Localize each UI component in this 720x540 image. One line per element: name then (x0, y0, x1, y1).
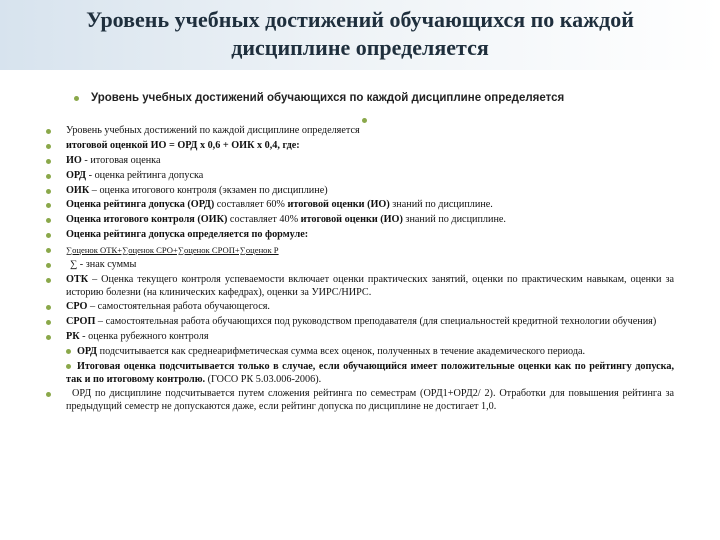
bullet-icon (74, 96, 79, 101)
bullet-icon (46, 144, 51, 149)
list-item: СРОП – самостоятельная работа обучающихся под руководством преподавателя (для специальностей кредитной технологии обучения) (44, 316, 674, 329)
subtitle-row (74, 92, 564, 104)
bullet-icon (46, 305, 51, 310)
bullet-icon (46, 218, 51, 223)
list-item: ∑ - знак суммы (44, 259, 674, 272)
list-item: ИО - итоговая оценка (44, 155, 674, 168)
list-item: ОИК – оценка итогового контроля (экзамен по дисциплине) (44, 185, 674, 198)
bullet-icon (46, 129, 51, 134)
bullet-icon (46, 335, 51, 340)
content-list (44, 125, 674, 416)
list-item: Оценка рейтинга допуска (ОРД) составляет 60% итоговой оценки (ИО) знаний по дисциплине. (44, 199, 674, 212)
list-item: Уровень учебных достижений по каждой дисциплине определяется (44, 125, 674, 138)
bullet-icon (46, 233, 51, 238)
bullet-icon (66, 364, 71, 369)
list-item: Итоговая оценка подсчитывается только в случае, если обучающийся имеет положительные оценки как по рейтингу допуска, так и по итоговому контролю. (ГОСО РК 5.03.006-2006). (66, 360, 674, 385)
page-title: Уровень учебных достижений обучающихся по каждой дисциплине определяется (86, 7, 634, 60)
list-item: РК - оценка рубежного контроля (44, 331, 674, 344)
list-item: итоговой оценкой ИО = ОРД х 0,6 + ОИК х 0,4, где: (44, 140, 674, 153)
list-item: Оценка рейтинга допуска определяется по формуле: (44, 229, 674, 242)
bullet-icon (46, 278, 51, 283)
list-item: ОРД подсчитывается как среднеарифметическая сумма всех оценок, полученных в течение академического периода. (44, 346, 674, 359)
bullet-icon (46, 159, 51, 164)
bullet-icon (46, 174, 51, 179)
list-item: Оценка итогового контроля (ОИК) составляет 40% итоговой оценки (ИО) знаний по дисциплине. (44, 214, 674, 227)
list-item: СРО – самостоятельная работа обучающегося. (44, 301, 674, 314)
bullet-icon (66, 349, 71, 354)
bullet-icon (46, 203, 51, 208)
bullet-icon (46, 263, 51, 268)
bullet-icon (362, 118, 367, 123)
subtitle: Уровень учебных достижений обучающихся по каждой дисциплине определяется (91, 92, 565, 104)
bullet-icon (46, 248, 51, 253)
list-item: ОРД по дисциплине подсчитывается путем сложения рейтинга по семестрам (ОРД1+ОРД2/ 2). Отработки для повышения рейтинга за предыдущий семестр не допускаются даже, если рейтинг допуска по дисциплине не достигает 1,0. (44, 388, 674, 413)
list-item: ОРД - оценка рейтинга допуска (44, 170, 674, 183)
formula-item: ∑оценок ОТК+∑оценок СРО+∑оценок СРОП+∑оценок Р (44, 244, 674, 257)
bullet-icon (46, 320, 51, 325)
list-item: ОТК – Оценка текущего контроля успеваемости включает оценки практических занятий, оценки по практическим навыкам, оценки за историю болезни (на клинических кафедрах), оценки за УИРС/НИРС. (44, 274, 674, 299)
bullet-icon (46, 392, 51, 397)
bullet-icon (46, 189, 51, 194)
